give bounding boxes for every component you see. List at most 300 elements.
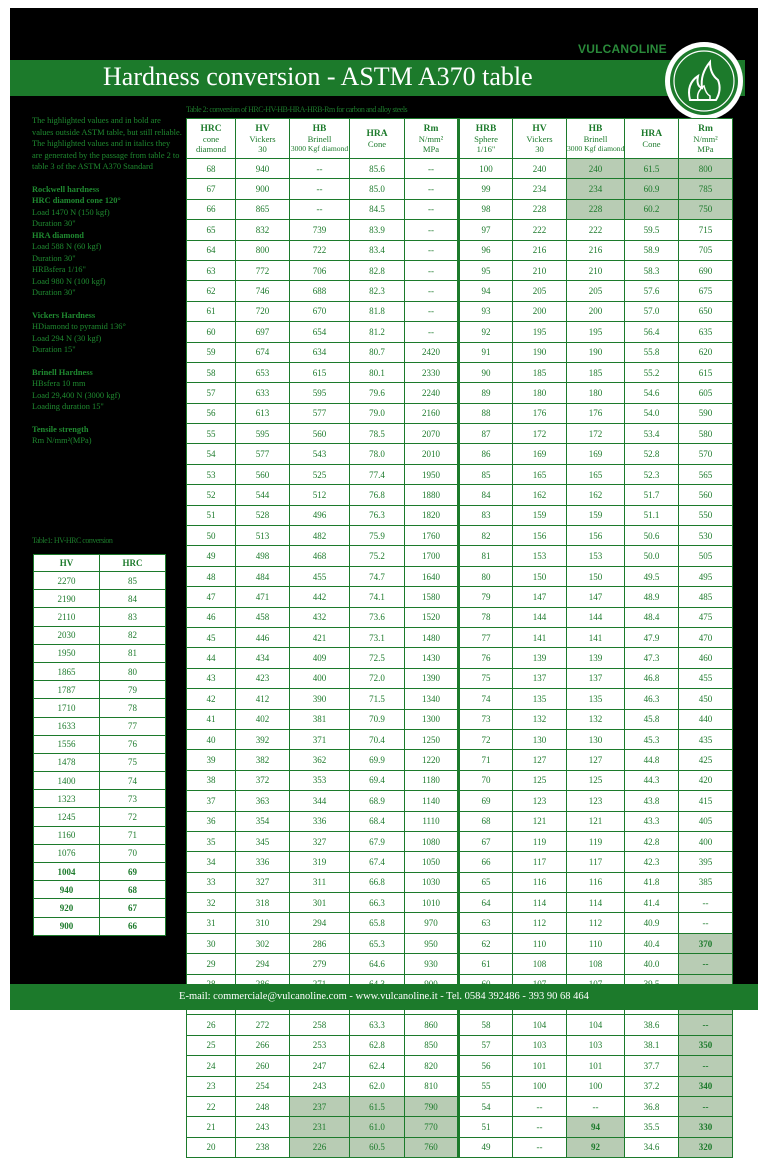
table-cell: 165 — [567, 464, 625, 484]
table-row — [34, 844, 166, 862]
table-cell: 41.4 — [625, 893, 679, 913]
table-cell: 72 — [459, 729, 513, 749]
table-cell: 89 — [459, 383, 513, 403]
vickers-line: Load 294 N (30 kgf) — [32, 333, 102, 343]
table-cell: -- — [405, 322, 459, 342]
table-cell: 162 — [567, 485, 625, 505]
table-cell: 820 — [405, 1056, 459, 1076]
table-cell: 432 — [290, 607, 350, 627]
table-cell: 116 — [567, 872, 625, 892]
table-cell: 336 — [236, 852, 290, 872]
column-header-title: HV — [532, 123, 547, 134]
table-cell: 65 — [187, 220, 236, 240]
table-cell: 58.3 — [625, 260, 679, 280]
column-header-title: HRA — [366, 128, 388, 139]
table-cell: 78 — [459, 607, 513, 627]
table-row — [34, 735, 166, 753]
table-cell: 31 — [187, 913, 236, 933]
footer-contact: E-mail: commerciale@vulcanoline.com - www.vulcanoline.it - Tel. 0584 392486 - 393 90 68 464 — [179, 991, 589, 1002]
table-cell: 84.5 — [350, 199, 405, 219]
table-cell: 97 — [459, 220, 513, 240]
table-row — [187, 260, 733, 280]
table-cell: 147 — [567, 587, 625, 607]
table-cell: 112 — [513, 913, 567, 933]
table-cell: 1340 — [405, 689, 459, 709]
table-row — [34, 681, 166, 699]
table-row — [34, 717, 166, 735]
table-cell: 327 — [236, 872, 290, 892]
table-row — [187, 852, 733, 872]
table-cell: 1556 — [34, 735, 100, 753]
table-cell: 130 — [567, 729, 625, 749]
table-row — [34, 699, 166, 717]
table-cell: 920 — [34, 899, 100, 917]
table-cell: 55.2 — [625, 362, 679, 382]
table-cell: 38.6 — [625, 1015, 679, 1035]
table-cell: 83 — [100, 608, 166, 626]
table-cell: -- — [405, 240, 459, 260]
table-cell: 165 — [513, 464, 567, 484]
table-row — [187, 342, 733, 362]
table-cell: 60.5 — [350, 1137, 405, 1157]
table-cell: 446 — [236, 627, 290, 647]
table-cell: 311 — [290, 872, 350, 892]
table-cell: 52.3 — [625, 464, 679, 484]
table-cell: 79.6 — [350, 383, 405, 403]
table-cell: 50.6 — [625, 526, 679, 546]
table-cell: 40 — [187, 729, 236, 749]
table-cell: 2420 — [405, 342, 459, 362]
table-cell: 327 — [290, 831, 350, 851]
table-cell: 25 — [187, 1035, 236, 1055]
table-cell: 205 — [513, 281, 567, 301]
table-cell: 76.3 — [350, 505, 405, 525]
column-header — [187, 119, 236, 159]
table-cell: 45.3 — [625, 729, 679, 749]
table-cell: 434 — [236, 648, 290, 668]
table-cell: 94 — [567, 1117, 625, 1137]
table-cell: 78.5 — [350, 424, 405, 444]
table-cell: 34 — [187, 852, 236, 872]
table-cell: 81 — [459, 546, 513, 566]
table-cell: 2070 — [405, 424, 459, 444]
column-header — [350, 119, 405, 159]
table-cell: 302 — [236, 933, 290, 953]
table-cell: 71 — [100, 826, 166, 844]
table-cell: 104 — [567, 1015, 625, 1035]
table-cell: 195 — [513, 322, 567, 342]
table-cell: 615 — [290, 362, 350, 382]
table-cell: 99 — [459, 179, 513, 199]
table-cell: 61 — [187, 301, 236, 321]
table-cell: 79.0 — [350, 403, 405, 423]
table-cell: 243 — [290, 1076, 350, 1096]
table-cell: 440 — [679, 709, 733, 729]
table-cell: 40.9 — [625, 913, 679, 933]
table-cell: 98 — [459, 199, 513, 219]
table-cell: 43.3 — [625, 811, 679, 831]
table-cell: 318 — [236, 893, 290, 913]
table-cell: 33 — [187, 872, 236, 892]
table-cell: 470 — [679, 627, 733, 647]
table-row — [34, 863, 166, 881]
note-intro-2: The highlighted values and in italics they are generated by the passage from table 2 to table 3 of the ASTM A370 Standard — [32, 139, 180, 171]
table-cell: 57.0 — [625, 301, 679, 321]
table-row — [187, 933, 733, 953]
table-cell: 137 — [513, 668, 567, 688]
table-cell: 615 — [679, 362, 733, 382]
table-cell: 75.9 — [350, 526, 405, 546]
column-header-line: Vickers — [249, 133, 276, 144]
table-cell: 330 — [679, 1117, 733, 1137]
table-cell: 57 — [187, 383, 236, 403]
table-cell: 2330 — [405, 362, 459, 382]
table-cell: 56.4 — [625, 322, 679, 342]
column-header — [679, 119, 733, 159]
table-cell: 750 — [679, 199, 733, 219]
table-cell: 80.7 — [350, 342, 405, 362]
table-cell: 674 — [236, 342, 290, 362]
table-cell: 544 — [236, 485, 290, 505]
table-cell: 180 — [513, 383, 567, 403]
table-cell: 121 — [567, 811, 625, 831]
table-cell: 670 — [290, 301, 350, 321]
table-cell: 79 — [459, 587, 513, 607]
table-row — [187, 1117, 733, 1137]
table-cell: 144 — [513, 607, 567, 627]
table-cell: 110 — [513, 933, 567, 953]
table-cell: 76 — [459, 648, 513, 668]
table-cell: -- — [679, 913, 733, 933]
table-cell: 60.2 — [625, 199, 679, 219]
table-cell: 739 — [290, 220, 350, 240]
table-cell: 1180 — [405, 770, 459, 790]
table-cell: 1950 — [405, 464, 459, 484]
table-row — [34, 626, 166, 644]
table-cell: 37.7 — [625, 1056, 679, 1076]
column-header — [625, 119, 679, 159]
table-cell: 1760 — [405, 526, 459, 546]
table-row — [187, 444, 733, 464]
table-cell: 82.8 — [350, 260, 405, 280]
table-cell: 475 — [679, 607, 733, 627]
table-row — [187, 770, 733, 790]
column-header-line: 1/16" — [476, 143, 496, 154]
table-cell: 40.0 — [625, 954, 679, 974]
table-row — [187, 668, 733, 688]
table-cell: 82 — [459, 526, 513, 546]
column-header — [459, 119, 513, 159]
table-cell: 1140 — [405, 791, 459, 811]
table-cell: 634 — [290, 342, 350, 362]
table-cell: 81.2 — [350, 322, 405, 342]
table-cell: 47 — [187, 587, 236, 607]
table-cell: 96 — [459, 240, 513, 260]
table-cell: 67 — [187, 179, 236, 199]
column-header-line: Brinell — [307, 133, 332, 144]
table-cell: -- — [679, 1096, 733, 1116]
table-cell: -- — [567, 1096, 625, 1116]
table-cell: 595 — [290, 383, 350, 403]
table-cell: 76 — [100, 735, 166, 753]
table-cell: 62 — [459, 933, 513, 953]
table-cell: 127 — [513, 750, 567, 770]
table-cell: 865 — [236, 199, 290, 219]
flame-logo-icon — [662, 40, 748, 122]
table-cell: 705 — [679, 240, 733, 260]
hrc-title: HRC diamond cone 120° — [32, 196, 121, 205]
table-cell: 52 — [187, 485, 236, 505]
table-cell: 23 — [187, 1076, 236, 1096]
table-cell: 697 — [236, 322, 290, 342]
table-cell: 60 — [187, 322, 236, 342]
table-cell: 195 — [567, 322, 625, 342]
table-cell: 84 — [459, 485, 513, 505]
rockwell-title: Rockwell hardness — [32, 184, 100, 194]
table-cell: 421 — [290, 627, 350, 647]
table-cell: 1323 — [34, 790, 100, 808]
table-cell: 690 — [679, 260, 733, 280]
table-cell: 85 — [100, 572, 166, 590]
table-cell: 75.2 — [350, 546, 405, 566]
table-cell: 46.8 — [625, 668, 679, 688]
table-cell: -- — [405, 179, 459, 199]
table-cell: 496 — [290, 505, 350, 525]
table-cell: 772 — [236, 260, 290, 280]
table-cell: 228 — [513, 199, 567, 219]
table-cell: 67 — [459, 831, 513, 851]
table-cell: 237 — [290, 1096, 350, 1116]
table-cell: 560 — [290, 424, 350, 444]
table-cell: 141 — [513, 627, 567, 647]
table-cell: 512 — [290, 485, 350, 505]
table-cell: 54.0 — [625, 403, 679, 423]
table-cell: 381 — [290, 709, 350, 729]
table-cell: 231 — [290, 1117, 350, 1137]
logo — [662, 40, 748, 122]
table-row — [187, 1056, 733, 1076]
table-cell: 70.4 — [350, 729, 405, 749]
table-cell: 117 — [567, 852, 625, 872]
table-cell: 56 — [459, 1056, 513, 1076]
table-cell: 1787 — [34, 681, 100, 699]
table-cell: 44.8 — [625, 750, 679, 770]
table-cell: 34.6 — [625, 1137, 679, 1157]
table-cell: 940 — [34, 881, 100, 899]
table-cell: 29 — [187, 954, 236, 974]
table-cell: 371 — [290, 729, 350, 749]
table-cell: 49 — [459, 1137, 513, 1157]
table-cell: 82 — [100, 626, 166, 644]
table-cell: -- — [513, 1096, 567, 1116]
table-cell: 498 — [236, 546, 290, 566]
table-cell: 240 — [513, 159, 567, 179]
table-cell: 1865 — [34, 662, 100, 680]
table-cell: 1160 — [34, 826, 100, 844]
column-header-title: HB — [312, 123, 327, 134]
table-cell: 505 — [679, 546, 733, 566]
table-cell: 40.4 — [625, 933, 679, 953]
table-cell: 69.4 — [350, 770, 405, 790]
table-cell: 286 — [290, 933, 350, 953]
column-header — [290, 119, 350, 159]
table-row — [34, 808, 166, 826]
table-row — [34, 826, 166, 844]
table-cell: 66 — [100, 917, 166, 935]
table-cell: 79 — [100, 681, 166, 699]
table-cell: 1480 — [405, 627, 459, 647]
table-cell: 62 — [187, 281, 236, 301]
table-cell: 169 — [513, 444, 567, 464]
table-cell: 47.9 — [625, 627, 679, 647]
table-cell: 100 — [513, 1076, 567, 1096]
column-header-line: MPa — [422, 143, 440, 154]
table-cell: 46 — [187, 607, 236, 627]
table-cell: 85.6 — [350, 159, 405, 179]
table-cell: 1520 — [405, 607, 459, 627]
hra-line: HRBsfera 1/16" — [32, 265, 86, 274]
table-cell: 350 — [679, 1035, 733, 1055]
table-cell: 156 — [567, 526, 625, 546]
table-cell: 69 — [459, 791, 513, 811]
table-cell: 51.7 — [625, 485, 679, 505]
table-cell: 746 — [236, 281, 290, 301]
table-cell: 61.5 — [350, 1096, 405, 1116]
vickers-line: Duration 15" — [32, 345, 76, 354]
table-row — [187, 750, 733, 770]
table-cell: 64.6 — [350, 954, 405, 974]
table-cell: 210 — [567, 260, 625, 280]
table-cell: 570 — [679, 444, 733, 464]
table-cell: 139 — [567, 648, 625, 668]
table-row — [187, 199, 733, 219]
table-row — [187, 954, 733, 974]
table-cell: 42.8 — [625, 831, 679, 851]
table-cell: 234 — [513, 179, 567, 199]
table-cell: 319 — [290, 852, 350, 872]
brinell-line: Load 29,400 N (3000 kgf) — [32, 390, 121, 400]
table-cell: 185 — [567, 362, 625, 382]
table-row — [34, 644, 166, 662]
table-cell: 1076 — [34, 844, 100, 862]
column-header-line: Cone — [642, 138, 661, 149]
table-cell: 362 — [290, 750, 350, 770]
table-cell: 577 — [236, 444, 290, 464]
table-cell: 70 — [100, 844, 166, 862]
table-cell: 101 — [567, 1056, 625, 1076]
table-cell: -- — [290, 179, 350, 199]
table-cell: 66 — [459, 852, 513, 872]
table-row — [187, 587, 733, 607]
table-cell: 48.4 — [625, 607, 679, 627]
table-cell: 162 — [513, 485, 567, 505]
column-header — [513, 119, 567, 159]
table-cell: 72 — [100, 808, 166, 826]
table-cell: 970 — [405, 913, 459, 933]
table-cell: 67.4 — [350, 852, 405, 872]
table-cell: 370 — [679, 933, 733, 953]
table-row — [187, 403, 733, 423]
table-cell: 810 — [405, 1076, 459, 1096]
column-header-title: Rm — [423, 123, 439, 134]
table-cell: 73 — [100, 790, 166, 808]
table-cell: 460 — [679, 648, 733, 668]
table-cell: 108 — [513, 954, 567, 974]
table-cell: 216 — [567, 240, 625, 260]
table-cell: 310 — [236, 913, 290, 933]
table-cell: 77.4 — [350, 464, 405, 484]
table-cell: 2160 — [405, 403, 459, 423]
table-cell: 55 — [187, 424, 236, 444]
table-cell: 706 — [290, 260, 350, 280]
note-intro-1: The highlighted values and in bold are values outside ASTM table, but still reliable. — [32, 116, 182, 137]
table-row — [187, 709, 733, 729]
table-cell: 715 — [679, 220, 733, 240]
table-cell: 860 — [405, 1015, 459, 1035]
table-row — [34, 590, 166, 608]
table-cell: 930 — [405, 954, 459, 974]
table-cell: 190 — [567, 342, 625, 362]
table-row — [187, 648, 733, 668]
table-cell: 294 — [290, 913, 350, 933]
table-cell: 127 — [567, 750, 625, 770]
table-cell: 528 — [236, 505, 290, 525]
page-title: Hardness conversion - ASTM A370 table — [103, 62, 533, 91]
table-row — [187, 179, 733, 199]
table-cell: 272 — [236, 1015, 290, 1035]
hra-title: HRA diamond — [32, 230, 84, 240]
table-cell: 47.3 — [625, 648, 679, 668]
table-cell: 21 — [187, 1117, 236, 1137]
table-cell: 58 — [459, 1015, 513, 1035]
table-cell: 100 — [567, 1076, 625, 1096]
table-cell: 48 — [187, 566, 236, 586]
table-cell: 354 — [236, 811, 290, 831]
table-cell: -- — [405, 281, 459, 301]
table-cell: -- — [405, 301, 459, 321]
table-cell: 74.1 — [350, 587, 405, 607]
table-cell: 200 — [513, 301, 567, 321]
table-cell: 71.5 — [350, 689, 405, 709]
table-cell: 132 — [513, 709, 567, 729]
table-cell: 125 — [513, 770, 567, 790]
table-cell: 59 — [187, 342, 236, 362]
brinell-title: Brinell Hardness — [32, 367, 93, 377]
table-cell: 412 — [236, 689, 290, 709]
table-row — [187, 464, 733, 484]
table-cell: 65.3 — [350, 933, 405, 953]
table-cell: 35 — [187, 831, 236, 851]
table-cell: 176 — [513, 403, 567, 423]
table-cell: 64 — [459, 893, 513, 913]
table-cell: 54.6 — [625, 383, 679, 403]
table-cell: 385 — [679, 872, 733, 892]
table-cell: 69 — [100, 863, 166, 881]
table-cell: 172 — [567, 424, 625, 444]
hra-line: Load 588 N (60 kgf) — [32, 242, 102, 251]
table-cell: 87 — [459, 424, 513, 444]
table-cell: 30 — [187, 933, 236, 953]
column-header-title: HRA — [640, 128, 663, 139]
table-cell: 1478 — [34, 753, 100, 771]
column-header: HRC — [100, 555, 166, 572]
table-cell: 2190 — [34, 590, 100, 608]
table-cell: 243 — [236, 1117, 290, 1137]
table-cell: 248 — [236, 1096, 290, 1116]
table-cell: 372 — [236, 770, 290, 790]
table-cell: 1700 — [405, 546, 459, 566]
table-cell: 94 — [459, 281, 513, 301]
